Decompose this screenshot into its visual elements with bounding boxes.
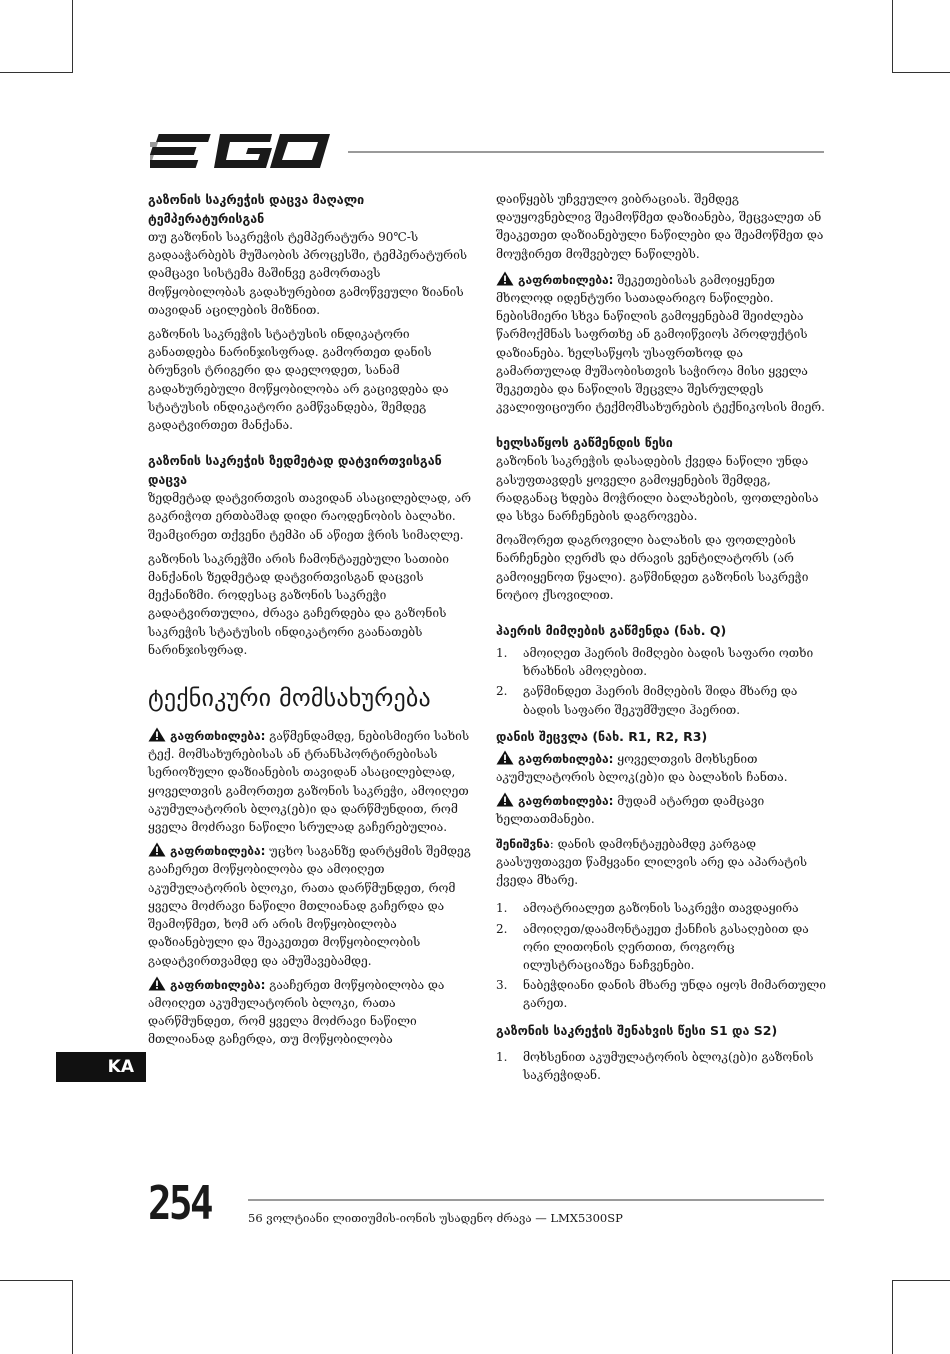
- warning-paragraph: [496, 271, 826, 417]
- warning-text: შეკეთებისას გამოიყენეთ მხოლოდ იდენტური სათადარიგო ნაწილები. ნებისმიერი სხვა ნაწილის გამოყენებამ შეიძლება წარმოქმნას საფრთხე ან გამოიწვიოს პროდუქტის დაზიანება. ხელსაწყოს უსაფრთხოდ და გამართულად მუშაობისთვის საჭიროა მისი ყველა შეკეთება და ნაწილის შეცვლა შესრულდეს კვალიფიციური ტექმომსახურების ტექნიკოსის მიერ.: [496, 272, 825, 415]
- list-item: [496, 899, 826, 917]
- list-item: [496, 920, 826, 975]
- paragraph: ზედმეტად დატვირთვის თავიდან ასაცილებლად, არ გაკრიჭოთ ერთბაშად დიდი რაოდენობის ბალახი. შეამცირეთ თქვენი ტემპი ან აწიეთ ჭრის სიმაღლე.: [148, 491, 472, 542]
- step-number: 1.: [496, 646, 508, 661]
- warning-paragraph: [148, 842, 478, 969]
- warning-triangle-icon: [148, 976, 166, 991]
- warning-label: გაფრთხილება:: [170, 729, 266, 744]
- warning-paragraph: [496, 750, 826, 786]
- right-column: [496, 190, 826, 1092]
- step-text: ამოიღეთ ჰაერის მიმღები ბადის საფარი ოთხი ხრახნის ამოღებით.: [523, 646, 814, 679]
- crop-mark: [0, 1280, 73, 1281]
- paragraph: თუ გაზონის საკრეჭის ტემპერატურა 90℃-ს გადააჭარბებს მუშაობის პროცესში, ტემპერატურის დამცავი სისტემა მაშინვე გამორთავს მოწყობილობას გადახურებით გამოწვეული ზიანის თავიდან აცილების მიზნით.: [148, 230, 468, 317]
- list-item: [496, 682, 826, 718]
- page-number: 254: [148, 1176, 211, 1230]
- crop-mark: [892, 0, 893, 73]
- header-rule: [348, 151, 824, 153]
- warning-label: გაფრთხილება:: [170, 977, 266, 992]
- warning-triangle-icon: [496, 750, 514, 765]
- warning-triangle-icon: [496, 792, 514, 807]
- note-paragraph: [496, 835, 826, 890]
- step-number: 1.: [496, 901, 508, 916]
- crop-mark: [892, 1280, 950, 1281]
- crop-mark: [72, 1280, 73, 1354]
- step-text: ამოიღეთ/დაამონტაჟეთ ქანჩის გასაღებით და ორი ლითონის ღერთით, როგორც ილუსტრაციაზეა ნაჩვენები.: [523, 921, 809, 972]
- step-text: ნაბეჭდიანი დანის მხარე უნდა იყოს მიმართული გარეთ.: [523, 978, 826, 1011]
- storage-steps: [496, 1048, 826, 1084]
- section-heading-blade-replacement: დანის შეცვლა (ნახ. R1, R2, R3): [496, 728, 708, 744]
- crop-mark: [892, 72, 950, 73]
- list-item: [496, 644, 826, 680]
- step-text: მოხსენით აკუმულატორის ბლოკ(ებ)ი გაზონის საკრეჭიდან.: [523, 1049, 814, 1082]
- language-tab: KA: [56, 1052, 146, 1082]
- warning-triangle-icon: [496, 271, 514, 286]
- step-number: 2.: [496, 921, 508, 936]
- ego-logo: [150, 130, 335, 172]
- section-heading-overheat: გაზონის საკრეჭის დაცვა მაღალი ტემპერატურისგან: [148, 192, 365, 226]
- footer-text: 56 ვოლტიანი ლითიუმის-იონის უსადენო ძრავა — LMX5300SP: [248, 1211, 623, 1225]
- warning-label: გაფრთხილება:: [518, 794, 614, 809]
- warning-paragraph: [148, 976, 478, 1049]
- warning-label: გაფრთხილება:: [518, 272, 614, 287]
- paragraph: გაზონის საკრეჭის სტატუსის ინდიკატორი განათდება ნარინჯისფრად. გამორთეთ დანის ბრუნვის ტრიგერი და დაელოდეთ, სანამ გადახურებული მოწყობილობა არ გაცივდება და სტატუსის ინდიკატორი გამწვანდება, შემდეგ გადატვირთეთ მანქანა.: [148, 327, 449, 433]
- warning-text: უცხო საგანზე დარტყმის შემდეგ გააჩერეთ მოწყობილობა და ამოიღეთ აკუმულატორის ბლოკი, რათა დარწმუნდეთ, რომ ყველა მოძრავი ნაწილი მთლიანად გაჩერდა და შეამოწმეთ, ხომ არ არის მოწყობილობა დაზიანებული და შეაკეთეთ მოწყობილობის გადატვირთვამდე და ამუშავებამდე.: [148, 844, 471, 968]
- warning-label: გაფრთხილება:: [170, 844, 266, 859]
- warning-text: ყოველთვის მოხსენით აკუმულატორის ბლოკ(ებ)ი და ბალახის ჩანთა.: [496, 751, 788, 785]
- warning-paragraph: [148, 727, 478, 836]
- section-heading-air-intake: ჰაერის მიმღების გაწმენდა (ნახ. Q): [496, 623, 727, 639]
- blade-steps: [496, 899, 826, 1012]
- section-heading-overload: გაზონის საკრეჭის ზედმეტად დატვირთვისგან დაცვა: [148, 453, 442, 488]
- note-text: : დანის დამონტაჟებამდე კარგად გაასუფთავეთ წამყვანი ლილვის არე და აპარატის ქვედა მხარე.: [496, 836, 808, 888]
- paragraph: დაიწყებს უჩვეულო ვიბრაციას. შემდეგ დაუყოვნებლივ შეამოწმეთ დაზიანება, შეცვალეთ ან შეაკეთეთ დაზიანებული ნაწილები და შეამოწმეთ და მოუჭირეთ მოშვებულ ნაწილებს.: [496, 192, 824, 261]
- section-heading-storage: გაზონის საკრეჭის შენახვის წესი S1 და S2): [496, 1022, 778, 1038]
- paragraph: მოაშორეთ დაგროვილი ბალახის და ფოთლების ნარჩენები ღერძს და ძრავის ვენტილატორს (არ გამოიყენოთ წყალი). გაწმინდეთ გაზონის საკრეჭი ნოტიო ქსოვილით.: [496, 533, 809, 602]
- air-intake-steps: [496, 644, 826, 719]
- crop-mark: [892, 1280, 893, 1354]
- step-number: 3.: [496, 978, 508, 993]
- step-text: გაწმინდეთ ჰაერის მიმღების შიდა მხარე და ბადის საფარი შეკუმშული ჰაერით.: [523, 684, 798, 717]
- list-item: [496, 1048, 826, 1084]
- warning-text: გაწმენდამდე, ნებისმიერი სახის ტექ. მომსახურებისას ან ტრანსპორტირებისას სერიოზული დაზიანების თავიდან ასაცილებლად, ყოველთვის გამორთეთ გაზონის საკრეჭი, ამოიღეთ აკუმულატორის ბლოკ(ებ)ი და დარწმუნდით, რომ ყველა მოძრავი ნაწილი სრულად გაჩერებულია.: [148, 729, 470, 835]
- crop-mark: [0, 72, 73, 73]
- warning-triangle-icon: [148, 727, 166, 742]
- warning-paragraph: [496, 792, 826, 828]
- step-number: 1.: [496, 1049, 508, 1064]
- warning-label: გაფრთხილება:: [518, 751, 614, 766]
- list-item: [496, 976, 826, 1012]
- left-column: [148, 190, 478, 1055]
- paragraph: გაზონის საკრეჭში არის ჩამონტაჟებული სათიბი მანქანის ზედმეტად დატვირთვისგან დაცვის მექანიზმი. როდესაც გაზონის საკრეჭი გადატვირთულია, ძრავა გაჩერდება და გაზონის საკრეჭის სტატუსის ინდიკატორი გაანათებს ნარინჯისფრად.: [148, 551, 449, 657]
- step-text: ამოატრიალეთ გაზონის საკრეჭი თავდაყირა: [523, 901, 799, 916]
- warning-text: მუდამ ატარეთ დამცავი ხელთათმანები.: [496, 794, 765, 827]
- footer-rule: [248, 1199, 824, 1201]
- section-heading-cleaning: ხელსაწყოს გაწმენდის წესი: [496, 435, 673, 451]
- paragraph: გაზონის საკრეჭის დასადების ქვედა ნაწილი უნდა გასუფთავდეს ყოველი გამოყენების შემდეგ, რადგანაც ხდება მოჭრილი ბალახების, ფოთლებისა და სხვა ნარჩენების დაგროვება.: [496, 454, 819, 524]
- step-number: 2.: [496, 684, 508, 699]
- warning-text: გააჩერეთ მოწყობილობა და ამოიღეთ აკუმულატორის ბლოკი, რათა დარწმუნდეთ, რომ ყველა მოძრავი ნაწილი მთლიანად გაჩერდა, თუ მოწყობილობა: [148, 977, 445, 1047]
- warning-triangle-icon: [148, 842, 166, 857]
- crop-mark: [72, 0, 73, 73]
- note-label: შენიშვნა: [496, 836, 550, 851]
- section-title-maintenance: ტექნიკური მომსახურება: [148, 684, 431, 713]
